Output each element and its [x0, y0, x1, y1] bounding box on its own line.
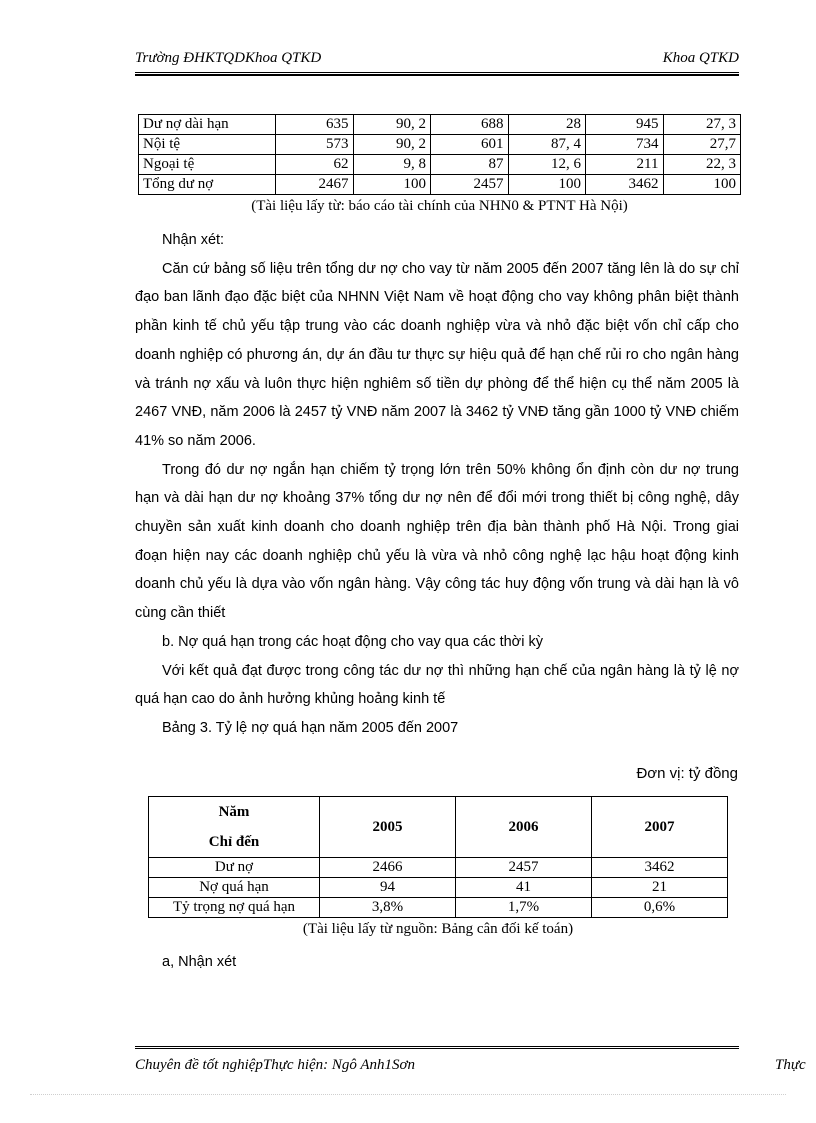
cell: 87 — [431, 155, 509, 175]
unit-label: Đơn vị: tỷ đồng — [636, 765, 738, 782]
paragraph: b. Nợ quá hạn trong các hoạt động cho vay qua các thời kỳ — [162, 633, 543, 650]
cell: 3462 — [586, 175, 664, 195]
cell: 94 — [320, 878, 456, 898]
table1-caption: (Tài liệu lấy từ: báo cáo tài chính của NHN0 & PTNT Hà Nội) — [251, 198, 628, 214]
cell: 28 — [508, 115, 586, 135]
cell: 2467 — [276, 175, 354, 195]
corner-top: Năm — [218, 804, 250, 820]
cell: 90, 2 — [353, 135, 431, 155]
bottom-divider — [30, 1094, 786, 1095]
loan-table — [138, 114, 741, 195]
cell: 945 — [586, 115, 664, 135]
row-label: Nợ quá hạn — [149, 878, 320, 898]
page-number: 1 — [384, 1057, 393, 1073]
table-row — [149, 878, 728, 898]
cell: 211 — [586, 155, 664, 175]
body-text — [135, 226, 739, 743]
row-label: Dư nợ dài hạn — [139, 115, 276, 135]
cell: 2457 — [431, 175, 509, 195]
cell: 27,7 — [663, 135, 741, 155]
cell: 87, 4 — [508, 135, 586, 155]
cell: 27, 3 — [663, 115, 741, 135]
cell: 0,6% — [592, 898, 728, 918]
footer-author-tail: Sơn — [392, 1057, 416, 1073]
corner-header — [149, 797, 320, 858]
paragraph: Nhận xét: — [162, 232, 225, 248]
header-left: Trường ĐHKTQDKhoa QTKD — [135, 50, 322, 66]
row-label: Ngoại tệ — [139, 155, 276, 175]
overdue-table — [148, 796, 728, 918]
row-label: Dư nợ — [149, 858, 320, 878]
cell: 100 — [508, 175, 586, 195]
footer-right: Thực — [775, 1057, 806, 1073]
paragraph: Trong đó dư nợ ngắn hạn chiếm tỷ trọng lớn trên 50% không ổn định còn dư nợ trung hạn và dài hạn dư nợ khoảng 37% tổng dư nợ nên để đổi mới trong thiết bị công nghệ, dây chuyền sản xuất kinh doanh cho doanh nghiệp trên địa bàn thành phố Hà Nội. Trong giai đoạn hiện nay các doanh nghiệp chủ yếu là vừa và nhỏ công nghệ lạc hậu hoạt động kinh doanh chủ yếu là dựa vào vốn ngân hàng. Vậy công tác huy động vốn trung và dài hạn là vô cùng cần thiết — [135, 461, 739, 622]
footer-left — [135, 1057, 415, 1074]
year-header: 2005 — [320, 797, 456, 858]
cell: 62 — [276, 155, 354, 175]
table-row — [149, 898, 728, 918]
cell: 9, 8 — [353, 155, 431, 175]
cell: 601 — [431, 135, 509, 155]
table-row — [139, 155, 741, 175]
paragraph: Với kết quả đạt được trong công tác dư nợ thì những hạn chế của ngân hàng là tỷ lệ nợ quá hạn cao do ảnh hưởng khủng hoảng kinh tế — [135, 662, 739, 708]
cell: 688 — [431, 115, 509, 135]
table-row — [139, 115, 741, 135]
table2-caption: (Tài liệu lấy từ nguồn: Bảng cân đối kế toán) — [302, 921, 574, 937]
row-label: Tổng dư nợ — [139, 175, 276, 195]
cell: 573 — [276, 135, 354, 155]
footer-author: Chuyên đề tốt nghiệpThực hiện: Ngô Anh — [135, 1057, 385, 1073]
cell: 2457 — [456, 858, 592, 878]
cell: 734 — [586, 135, 664, 155]
year-header: 2006 — [456, 797, 592, 858]
table-row — [149, 858, 728, 878]
cell: 90, 2 — [353, 115, 431, 135]
closing-text — [135, 948, 739, 977]
cell: 635 — [276, 115, 354, 135]
cell: 22, 3 — [663, 155, 741, 175]
cell: 100 — [663, 175, 741, 195]
cell: 12, 6 — [508, 155, 586, 175]
cell: 3,8% — [320, 898, 456, 918]
table-header-row — [149, 797, 728, 858]
cell: 21 — [592, 878, 728, 898]
table-row — [139, 135, 741, 155]
row-label: Nội tệ — [139, 135, 276, 155]
table-title: Bảng 3. Tỷ lệ nợ quá hạn năm 2005 đến 2007 — [162, 719, 459, 736]
cell: 41 — [456, 878, 592, 898]
cell: 3462 — [592, 858, 728, 878]
paragraph: Căn cứ bảng số liệu trên tổng dư nợ cho vay từ năm 2005 đến 2007 tăng lên là do sự chỉ đạo ban lãnh đạo đặc biệt của NHNN Việt Nam về hoạt động cho vay không phân biệt thành phần kinh tế chủ yếu tập trung vào các doanh nghiệp vừa và nhỏ đặc biệt vốn chỉ cấp cho doanh nghiệp có phương án, dự án đầu tư thực sự hiệu quả để hạn chế rủi ro cho ngân hàng và tránh nợ xấu và luôn thực hiện nghiêm số tiền dự phòng để thể hiện cụ thể năm 2005 là 2467 VNĐ, năm 2006 là 2457 tỷ VNĐ năm 2007 là 3462 tỷ VNĐ tăng gần 1000 tỷ VNĐ chiếm 41% so năm 2006. — [135, 260, 739, 449]
cell: 2466 — [320, 858, 456, 878]
corner-bottom: Chỉ đến — [208, 834, 260, 850]
header-right: Khoa QTKD — [662, 50, 739, 66]
cell: 100 — [353, 175, 431, 195]
table-row — [139, 175, 741, 195]
year-header: 2007 — [592, 797, 728, 858]
cell: 1,7% — [456, 898, 592, 918]
paragraph: a, Nhận xét — [162, 954, 237, 970]
row-label: Tỷ trọng nợ quá hạn — [149, 898, 320, 918]
page-header — [135, 48, 739, 73]
